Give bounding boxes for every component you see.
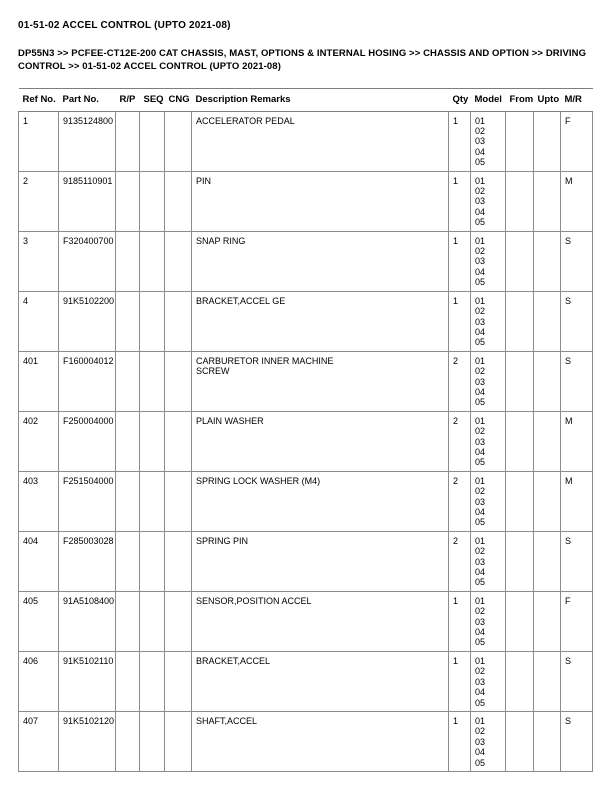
breadcrumb: DP55N3 >> PCFEE-CT12E-200 CAT CHASSIS, MAST, OPTIONS & INTERNAL HOSING >> CHASSIS AND OPTION >> DRIVING CONTROL >> 01-51-02 ACCEL CONTROL (UPTO 2021-08)	[18, 48, 587, 73]
parts-table-body	[19, 111, 593, 771]
cell-mr: S	[561, 651, 593, 711]
cell-part-no: 9185110901	[59, 171, 116, 231]
cell-model: 01 02 03 04 05	[471, 711, 506, 771]
cell-qty: 2	[449, 411, 471, 471]
col-header-rp: R/P	[116, 88, 140, 111]
col-header-ref-no: Ref No.	[19, 88, 59, 111]
cell-from	[506, 531, 534, 591]
cell-ref-no: 3	[19, 231, 59, 291]
cell-part-no: 91K5102120	[59, 711, 116, 771]
cell-cng	[165, 171, 192, 231]
cell-model: 01 02 03 04 05	[471, 291, 506, 351]
parts-table-header	[19, 88, 593, 111]
table-row	[19, 111, 593, 171]
cell-ref-no: 2	[19, 171, 59, 231]
cell-seq	[140, 711, 165, 771]
cell-mr: M	[561, 171, 593, 231]
cell-mr: S	[561, 531, 593, 591]
cell-cng	[165, 411, 192, 471]
cell-rp	[116, 471, 140, 531]
cell-cng	[165, 651, 192, 711]
cell-from	[506, 291, 534, 351]
cell-ref-no: 406	[19, 651, 59, 711]
cell-rp	[116, 351, 140, 411]
table-row	[19, 171, 593, 231]
cell-seq	[140, 291, 165, 351]
cell-model: 01 02 03 04 05	[471, 351, 506, 411]
cell-mr: S	[561, 231, 593, 291]
col-header-mr: M/R	[561, 88, 593, 111]
cell-upto	[534, 651, 561, 711]
cell-mr: S	[561, 291, 593, 351]
cell-seq	[140, 351, 165, 411]
cell-rp	[116, 231, 140, 291]
cell-part-no: F250004000	[59, 411, 116, 471]
cell-rp	[116, 111, 140, 171]
cell-description: SNAP RING	[192, 231, 449, 291]
table-row	[19, 291, 593, 351]
cell-qty: 1	[449, 591, 471, 651]
cell-model: 01 02 03 04 05	[471, 591, 506, 651]
cell-seq	[140, 651, 165, 711]
col-header-model: Model	[471, 88, 506, 111]
cell-qty: 1	[449, 171, 471, 231]
cell-description: BRACKET,ACCEL GE	[192, 291, 449, 351]
cell-cng	[165, 351, 192, 411]
page-title: 01-51-02 ACCEL CONTROL (UPTO 2021-08)	[18, 20, 231, 31]
col-header-qty: Qty	[449, 88, 471, 111]
cell-ref-no: 403	[19, 471, 59, 531]
cell-ref-no: 401	[19, 351, 59, 411]
cell-description: ACCELERATOR PEDAL	[192, 111, 449, 171]
cell-from	[506, 471, 534, 531]
cell-cng	[165, 531, 192, 591]
cell-description: SENSOR,POSITION ACCEL	[192, 591, 449, 651]
cell-cng	[165, 711, 192, 771]
cell-model: 01 02 03 04 05	[471, 531, 506, 591]
cell-part-no: 91A5108400	[59, 591, 116, 651]
cell-qty: 1	[449, 111, 471, 171]
cell-model: 01 02 03 04 05	[471, 231, 506, 291]
col-header-upto: Upto	[534, 88, 561, 111]
col-header-seq: SEQ	[140, 88, 165, 111]
cell-mr: F	[561, 591, 593, 651]
cell-rp	[116, 291, 140, 351]
cell-ref-no: 405	[19, 591, 59, 651]
cell-from	[506, 651, 534, 711]
cell-part-no: F160004012	[59, 351, 116, 411]
cell-cng	[165, 231, 192, 291]
cell-description: BRACKET,ACCEL	[192, 651, 449, 711]
col-header-description: Description Remarks	[192, 88, 449, 111]
cell-ref-no: 402	[19, 411, 59, 471]
cell-qty: 2	[449, 531, 471, 591]
cell-cng	[165, 111, 192, 171]
cell-description: PIN	[192, 171, 449, 231]
cell-rp	[116, 711, 140, 771]
cell-qty: 2	[449, 471, 471, 531]
table-row	[19, 471, 593, 531]
cell-model: 01 02 03 04 05	[471, 171, 506, 231]
cell-qty: 1	[449, 651, 471, 711]
table-row	[19, 711, 593, 771]
cell-qty: 1	[449, 291, 471, 351]
cell-upto	[534, 711, 561, 771]
cell-from	[506, 171, 534, 231]
cell-upto	[534, 531, 561, 591]
cell-part-no: 91K5102110	[59, 651, 116, 711]
cell-ref-no: 404	[19, 531, 59, 591]
cell-rp	[116, 411, 140, 471]
cell-model: 01 02 03 04 05	[471, 651, 506, 711]
cell-model: 01 02 03 04 05	[471, 471, 506, 531]
cell-ref-no: 4	[19, 291, 59, 351]
table-row	[19, 651, 593, 711]
cell-upto	[534, 171, 561, 231]
col-header-part-no: Part No.	[59, 88, 116, 111]
cell-qty: 2	[449, 351, 471, 411]
cell-model: 01 02 03 04 05	[471, 411, 506, 471]
cell-rp	[116, 171, 140, 231]
cell-seq	[140, 111, 165, 171]
cell-from	[506, 411, 534, 471]
table-row	[19, 351, 593, 411]
cell-upto	[534, 411, 561, 471]
cell-from	[506, 231, 534, 291]
cell-model: 01 02 03 04 05	[471, 111, 506, 171]
table-row	[19, 231, 593, 291]
cell-description: SHAFT,ACCEL	[192, 711, 449, 771]
cell-ref-no: 1	[19, 111, 59, 171]
cell-from	[506, 351, 534, 411]
cell-rp	[116, 651, 140, 711]
cell-part-no: F251504000	[59, 471, 116, 531]
cell-mr: M	[561, 471, 593, 531]
cell-qty: 1	[449, 711, 471, 771]
header-row	[19, 88, 593, 111]
cell-description: SPRING LOCK WASHER (M4)	[192, 471, 449, 531]
cell-mr: S	[561, 711, 593, 771]
cell-part-no: 91K5102200	[59, 291, 116, 351]
cell-part-no: 9135124800	[59, 111, 116, 171]
cell-mr: F	[561, 111, 593, 171]
cell-rp	[116, 531, 140, 591]
cell-description: PLAIN WASHER	[192, 411, 449, 471]
cell-upto	[534, 351, 561, 411]
cell-seq	[140, 471, 165, 531]
cell-upto	[534, 471, 561, 531]
cell-upto	[534, 591, 561, 651]
cell-cng	[165, 291, 192, 351]
table-row	[19, 411, 593, 471]
cell-seq	[140, 171, 165, 231]
cell-cng	[165, 471, 192, 531]
cell-from	[506, 591, 534, 651]
col-header-from: From	[506, 88, 534, 111]
cell-description: SPRING PIN	[192, 531, 449, 591]
cell-part-no: F320400700	[59, 231, 116, 291]
parts-table	[18, 88, 593, 772]
cell-seq	[140, 411, 165, 471]
table-row	[19, 591, 593, 651]
cell-upto	[534, 111, 561, 171]
table-row	[19, 531, 593, 591]
cell-upto	[534, 291, 561, 351]
col-header-cng: CNG	[165, 88, 192, 111]
cell-seq	[140, 531, 165, 591]
cell-from	[506, 111, 534, 171]
cell-part-no: F285003028	[59, 531, 116, 591]
cell-rp	[116, 591, 140, 651]
cell-seq	[140, 231, 165, 291]
cell-cng	[165, 591, 192, 651]
cell-ref-no: 407	[19, 711, 59, 771]
cell-description: CARBURETOR INNER MACHINE SCREW	[192, 351, 449, 411]
cell-upto	[534, 231, 561, 291]
cell-mr: M	[561, 411, 593, 471]
cell-from	[506, 711, 534, 771]
cell-seq	[140, 591, 165, 651]
cell-qty: 1	[449, 231, 471, 291]
cell-mr: S	[561, 351, 593, 411]
